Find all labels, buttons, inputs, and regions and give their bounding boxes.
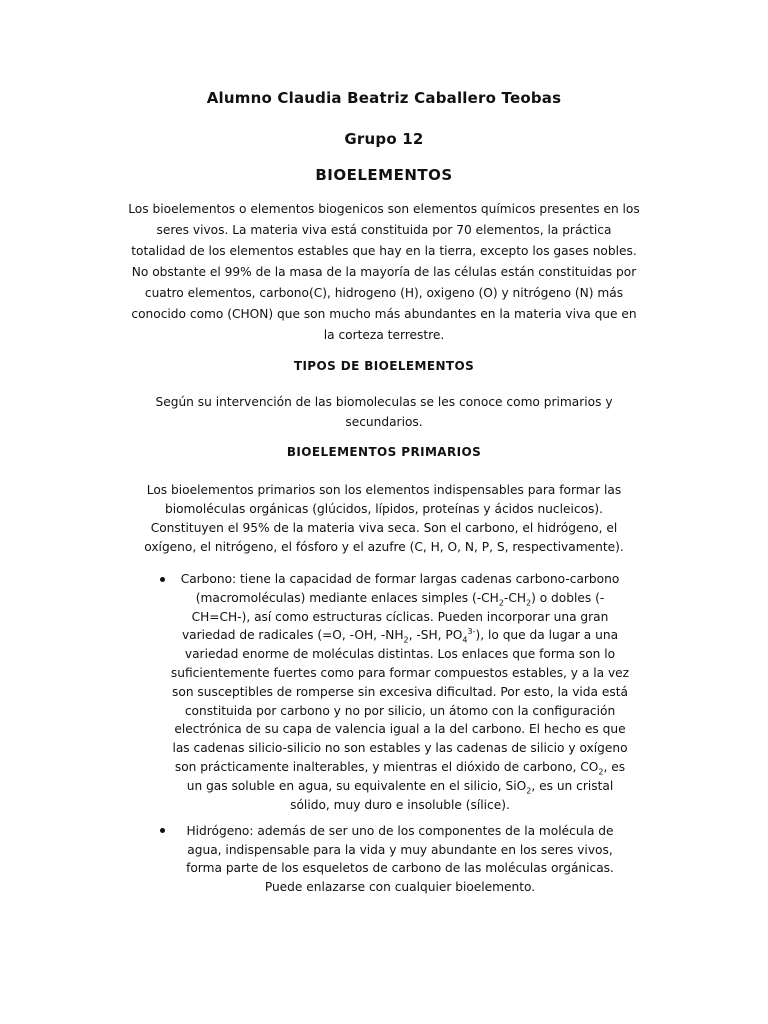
tipos-paragraph: Según su intervención de las biomoleculas se les conoce como primarios y secundarios. [155, 395, 613, 429]
tipos-heading: TIPOS DE BIOELEMENTOS [293, 359, 475, 373]
group-label: Grupo 12 [344, 130, 424, 148]
hidrogeno-text: Hidrógeno: además de ser uno de los componentes de la molécula de agua, indispensable para la vida y muy abundante en los seres vivos, forma parte de los esqueletos de carbono de las moléculas orgánicas. Puede enlazarse con cualquier bioelemento. [186, 824, 614, 894]
primarios-heading: BIOELEMENTOS PRIMARIOS [286, 445, 482, 459]
bullet-icon [160, 577, 165, 582]
carbono-text: Carbono: tiene la capacidad de formar largas cadenas carbono-carbono (macromoléculas) mediante enlaces simples $(-CH_2-CH_2)$ o dobles (-CH=CH-), así como estructuras cíclicas. Pueden incorporar una gran variedad de radicales (=O, -OH, $-NH_2$, -SH, $PO_4^{3-}$), lo que da lugar a una variedad enorme de moléculas distintas. Los enlaces que forma son lo suficientemente fuertes como para formar compuestos estables, y a la vez son susceptibles de romperse sin excesiva dificultad. Por esto, la vida está constituida por carbono y no por silicio, un átomo con la configuración electrónica de su capa de valencia igual a la del carbono. El hecho es que las cadenas silicio-silicio no son estables y las cadenas de silicio y oxígeno son prácticamente inalterables, y mientras el dióxido de carbono, $CO_2$, es un gas soluble en agua, su equivalente en el silicio, SiO$_2$, es un cristal sólido, muy duro e insoluble (sílice). [170, 572, 630, 812]
document-title: BIOELEMENTOS [315, 166, 453, 184]
primarios-paragraph: Los bioelementos primarios son los elementos indispensables para formar las biomoléculas orgánicas (glúcidos, lípidos, proteínas y ácidos nucleicos). Constituyen el 95% de la materia viva seca. Son el carbono, el hidrógeno, el oxígeno, el nitrógeno, el fósforo y el azufre (C, H, O, N, P, S, respectivamente). [144, 483, 624, 554]
bullet-icon [160, 828, 165, 833]
student-name: Alumno Claudia Beatriz Caballero Teobas [206, 89, 562, 107]
intro-paragraph: Los bioelementos o elementos biogenicos son elementos químicos presentes en los seres vivos. La materia viva está constituida por 70 elementos, la práctica totalidad de los elementos estables que hay en la tierra, excepto los gases nobles. No obstante el 99% de la masa de la mayoría de las células están constituidas por cuatro elementos, carbono(C), hidrogeno (H), oxigeno (O) y nitrógeno (N) más conocido como (CHON) que son mucho más abundantes en la materia viva que en la corteza terrestre. [128, 202, 640, 342]
